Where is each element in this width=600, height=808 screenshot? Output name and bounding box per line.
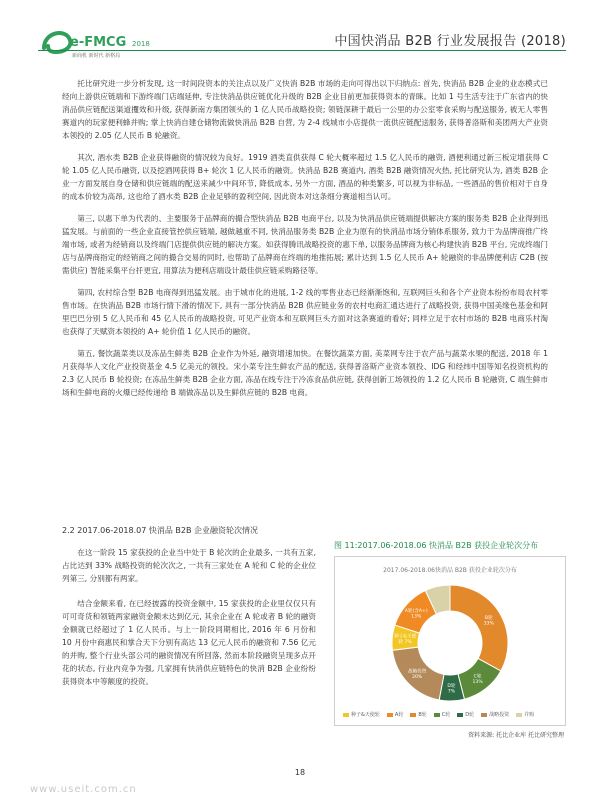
paragraph-fourth: 第四, 农村综合型 B2B 电商得到迅猛发展。由于城市化的进展, 1-2 线的零售业态已经渐渐饱和, 互联网巨头和各个产业资本纷纷布局农村零售市场。在快消品 B2B 市场行情下滑的情况下, 具有一部分快消品 B2B 供应链业务的农村电商汇通达进行了战略投资, 获得中国美缘色基金和阿里巴巴分别 5 亿人民币和 45 亿人民币的战略投资, 可见产业资本和互联网巨头方面对这条赛道的看好; 同样立足于农村市场的 B2B 电商乐村淘也获得了天赋资本领投的 A+ 轮价值 1 亿人民币的融资。 — [62, 288, 548, 336]
page-number: 18 — [294, 768, 306, 777]
legend-label-2: B轮 — [418, 712, 427, 718]
paragraph-third: 第三, 以惠下单为代表的、主要服务于品牌商的撮合型快消品 B2B 电商平台, 以及为快消品供应链端提供解决方案的服务类 B2B 企业得到迅猛发展。与前面的一些企业直接管控供应链端, 越做越重不同, 快消品服务类 B2B 企业为原有的快消品市场分销体系服务, 致力于为品牌商推广终端市场, 或者为经销商以及终端门店提供供应链的解决方案。如获得腾讯战略投资的惠下单, 以服务品牌商为核心构建快消 B2B 平台, 完成终端门店与品牌商指定的经销商之间的撮合交易的同时, 也帮助了品牌商在终端的地推拓展; 累计达到 1.5 亿人民币 A+ 轮融资的非品牌便利店 C2B (按需供应) 智能采集平台扦更宜, 用算法为便利店端设计最佳供应链采购路径等。 — [62, 214, 548, 275]
logo-sub: 新商机 新时代 新格局 — [72, 53, 121, 59]
donut-label-3: 战略投资 20% — [408, 669, 427, 681]
legend-label-3: C轮 — [441, 712, 451, 718]
efmcg-logo — [40, 22, 170, 62]
logo-year: 2018 — [132, 40, 150, 48]
donut-label-0: B轮 33% — [483, 615, 494, 627]
donut-slice-0 — [450, 585, 508, 671]
donut-chart — [334, 556, 566, 726]
legend-item-6 — [516, 711, 534, 718]
amount-paragraph: 结合金额来看, 在已经披露的投资金额中, 15 家获投的企业里仅仅只有可可奇货和领链两家融资金额未达到亿元, 其余企业在 A 轮或者 B 轮的融资金额就已经超过了 1 亿人民币。与上一阶段同期相比, 2016 年 6 月份和 10 月份中商惠民和掌合天下分别有高达 13 亿元人民币的融资和 7.56 亿元的并购, 整个行业头部公司的融资情况有所回落, 然而本阶段融资呈现多点开花的状态, 行业内竞争为强, 几家拥有快消供应链特色的快消 B2B 企业纷纷获得资本中等额度的投资。 — [62, 599, 316, 686]
logo-text: e-FMCG — [70, 35, 127, 50]
donut-label-1: C轮 13% — [472, 674, 483, 685]
section-heading: 2.2 2017.06-2018.07 快消品 B2B 企业融资轮次情况 — [62, 526, 259, 535]
legend-label-5: 战略投资 — [489, 712, 510, 718]
paragraph-second: 其次, 酒水类 B2B 企业获得融资的情况较为良好。1919 酒类直供获得 C 轮大概率超过 1.5 亿人民币的融资, 酒便利通过新三板定增获得 C 轮 1.05 亿人民币融资, 以及挖酒网获得 B+ 轮次 1 亿人民币的融资。快消品 B2B 赛道内, 酒类 B2B 融资情况火热, 托比研究认为, 酒类 B2B 企业一方面发展自身仓储和供应链端的配送来减少中间环节, 降低成本, 另外一方面, 酒品的种类繁多, 可以视为非标品, 一些酒品的售价相对于自身的成本价较为高昂, 这也给了酒水类 B2B 企业足够的盈利空间, 因此资本对这条细分赛道相当认可。 — [62, 153, 548, 201]
legend-label-1: A轮 — [394, 712, 404, 718]
chart-legend — [343, 711, 534, 718]
legend-swatch-4 — [457, 713, 463, 717]
legend-item-3 — [434, 711, 451, 718]
donut-label-2: D轮 7% — [447, 683, 456, 695]
donut-label-4: 种子&天使轮 7% — [394, 634, 417, 646]
paragraph-summary: 托比研究进一步分析发现, 这一时间段资本的关注点以及广义快消 B2B 市场的走向可得出以下归纳点: 首先, 快消品 B2B 企业的业态模式已经向上游供应链端和下游终端门店端延伸, 专注快消品供应链优化升级的 B2B 企业目前更加获得资本的青睐。比如 1 号生活专注于广东省内的快消品供应链配送渠道攫效和升级, 获得新南方集团领头的 1 亿人民币战略投资; 领链深耕于最后一公里的办公室零食采购与配送服务, 被无人零售赛道内的玩家便利蜂并购; 掌上快消自建仓储物流做快消品 B2B 自营, 为 2-4 线城市小店提供一流供应链配送服务, 获得普洛斯和美团两大产业资本领投的 2.05 亿人民币 B 轮融资。 — [62, 79, 548, 140]
legend-item-1 — [387, 711, 403, 718]
paragraph-fifth: 第五, 餐饮蔬菜类以及冻品生鲜类 B2B 企业作为外延, 融资增速加快。在餐饮蔬菜方面, 美菜网专注于农产品与蔬菜水果的配送, 2018 年 1 月获得华人文化产业投资基金 4.5 亿美元的领投。宋小菜专注生鲜农产品的配送, 获得普洛斯产业资本领投、IDG 和经纬中国等知名投资机构的 2.3 亿人民币 B 轮投资; 在冻品生鲜类 B2B 企业方面, 冻品在线专注于冷冻食品供应链, 获得创新工场领投的 1.2 亿人民币 B 轮融资, C 端生鲜市场和生鲜电商的火爆已经传递给 B 端做冻品以及生鲜供应链的 B2B 电商。 — [62, 349, 548, 397]
legend-swatch-2 — [410, 713, 416, 717]
figure-source: 资料来源: 托比企业库 托比研究整理 — [468, 732, 564, 739]
figure-caption: 图 11:2017.06-2018.06 快消品 B2B 获投企业轮次分布 — [334, 541, 539, 550]
chart-title: 2017.06-2018.06快消品 B2B 获投企业轮次分布 — [383, 567, 517, 574]
legend-item-4 — [457, 711, 474, 718]
legend-item-0 — [343, 711, 380, 718]
legend-swatch-1 — [387, 713, 393, 717]
header-divider — [38, 50, 566, 51]
legend-label-4: D轮 — [465, 712, 475, 718]
legend-swatch-3 — [434, 713, 440, 717]
legend-label-0: 种子&天使轮 — [351, 712, 380, 718]
document-title: 中国快消品 B2B 行业发展报告 (2018) — [334, 34, 566, 49]
legend-swatch-0 — [343, 713, 349, 717]
watermark: www.useit.com.cn — [30, 784, 137, 795]
donut-label-5: A轮(含A+) 13% — [404, 609, 428, 620]
body-section — [62, 77, 548, 408]
legend-label-6: 并购 — [524, 712, 535, 718]
donut-chart-svg — [335, 557, 565, 707]
legend-item-5 — [481, 711, 509, 718]
rounds-paragraph: 在这一阶段 15 家获投的企业当中处于 B 轮次的企业最多, 一共有五家, 占比达到 33% 战略投资的轮次次之, 一共有三家处在 A 轮和 C 轮的企业位列第三, 分别都有两家。 — [62, 548, 316, 583]
left-column-text — [62, 546, 316, 700]
legend-swatch-5 — [481, 713, 487, 717]
legend-swatch-6 — [516, 713, 522, 717]
legend-item-2 — [410, 711, 426, 718]
